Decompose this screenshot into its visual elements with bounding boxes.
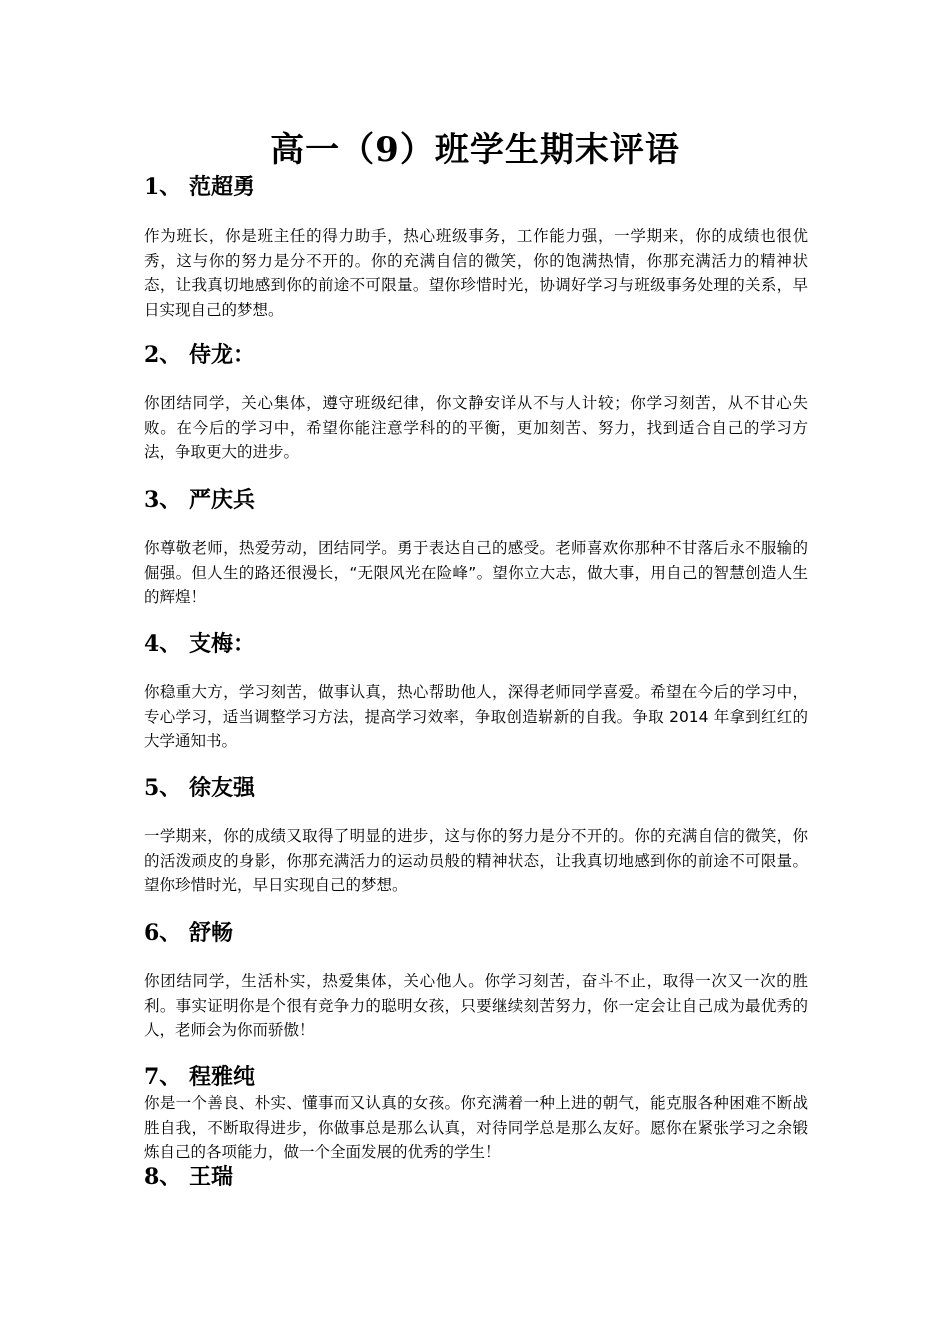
student-comment-6: 你团结同学，生活朴实，热爱集体，关心他人。你学习刻苦，奋斗不止，取得一次又一次的胜利。事实证明你是个很有竞争力的聪明女孩，只要继续刻苦努力，你一定会让自己成为最优秀的人，老师会为你而骄傲！ (144, 972, 808, 1039)
student-heading-7: 7、 程雅纯 (144, 1064, 255, 1090)
student-comment-3: 你尊敬老师，热爱劳动，团结同学。勇于表达自己的感受。老师喜欢你那种不甘落后永不服输的倔强。但人生的路还很漫长，“无限风光在险峰”。望你立大志，做大事，用自己的智慧创造人生的辉煌！ (144, 539, 808, 606)
student-heading-3: 3、 严庆兵 (144, 487, 255, 513)
student-heading-5: 5、 徐友强 (144, 775, 255, 801)
student-comment-2: 你团结同学，关心集体，遵守班级纪律，你文静安详从不与人计较；你学习刻苦，从不甘心失败。在今后的学习中，希望你能注意学科的的平衡，更加刻苦、努力，找到适合自己的学习方法，争取更大的进步。 (144, 394, 808, 461)
student-heading-8: 8、 王瑞 (144, 1164, 233, 1190)
student-heading-1: 1、 范超勇 (144, 174, 255, 200)
page-title: 高一（9）班学生期末评语 (270, 130, 680, 170)
student-comment-7: 你是一个善良、朴实、懂事而又认真的女孩。你充满着一种上进的朝气，能克服各种困难不断战胜自我，不断取得进步，你做事总是那么认真，对待同学总是那么友好。愿你在紧张学习之余锻炼自己的各项能力，做一个全面发展的优秀的学生！ (144, 1094, 808, 1161)
student-heading-6: 6、 舒畅 (144, 920, 233, 946)
student-comment-5: 一学期来，你的成绩又取得了明显的进步，这与你的努力是分不开的。你的充满自信的微笑，你的活泼顽皮的身影，你那充满活力的运动员般的精神状态，让我真切地感到你的前途不可限量。望你珍惜时光，早日实现自己的梦想。 (144, 827, 808, 894)
student-comment-4: 你稳重大方，学习刻苦，做事认真，热心帮助他人，深得老师同学喜爱。希望在今后的学习中，专心学习，适当调整学习方法，提高学习效率，争取创造崭新的自我。争取 2014 年拿到红红的大学通知书。 (144, 683, 808, 750)
student-heading-2: 2、 侍龙： (144, 342, 255, 368)
student-comment-1: 作为班长，你是班主任的得力助手，热心班级事务，工作能力强，一学期来，你的成绩也很优秀，这与你的努力是分不开的。你的充满自信的微笑，你的饱满热情，你那充满活力的精神状态，让我真切地感到你的前途不可限量。望你珍惜时光，协调好学习与班级事务处理的关系，早日实现自己的梦想。 (144, 227, 808, 319)
student-heading-4: 4、 支梅： (144, 631, 255, 657)
